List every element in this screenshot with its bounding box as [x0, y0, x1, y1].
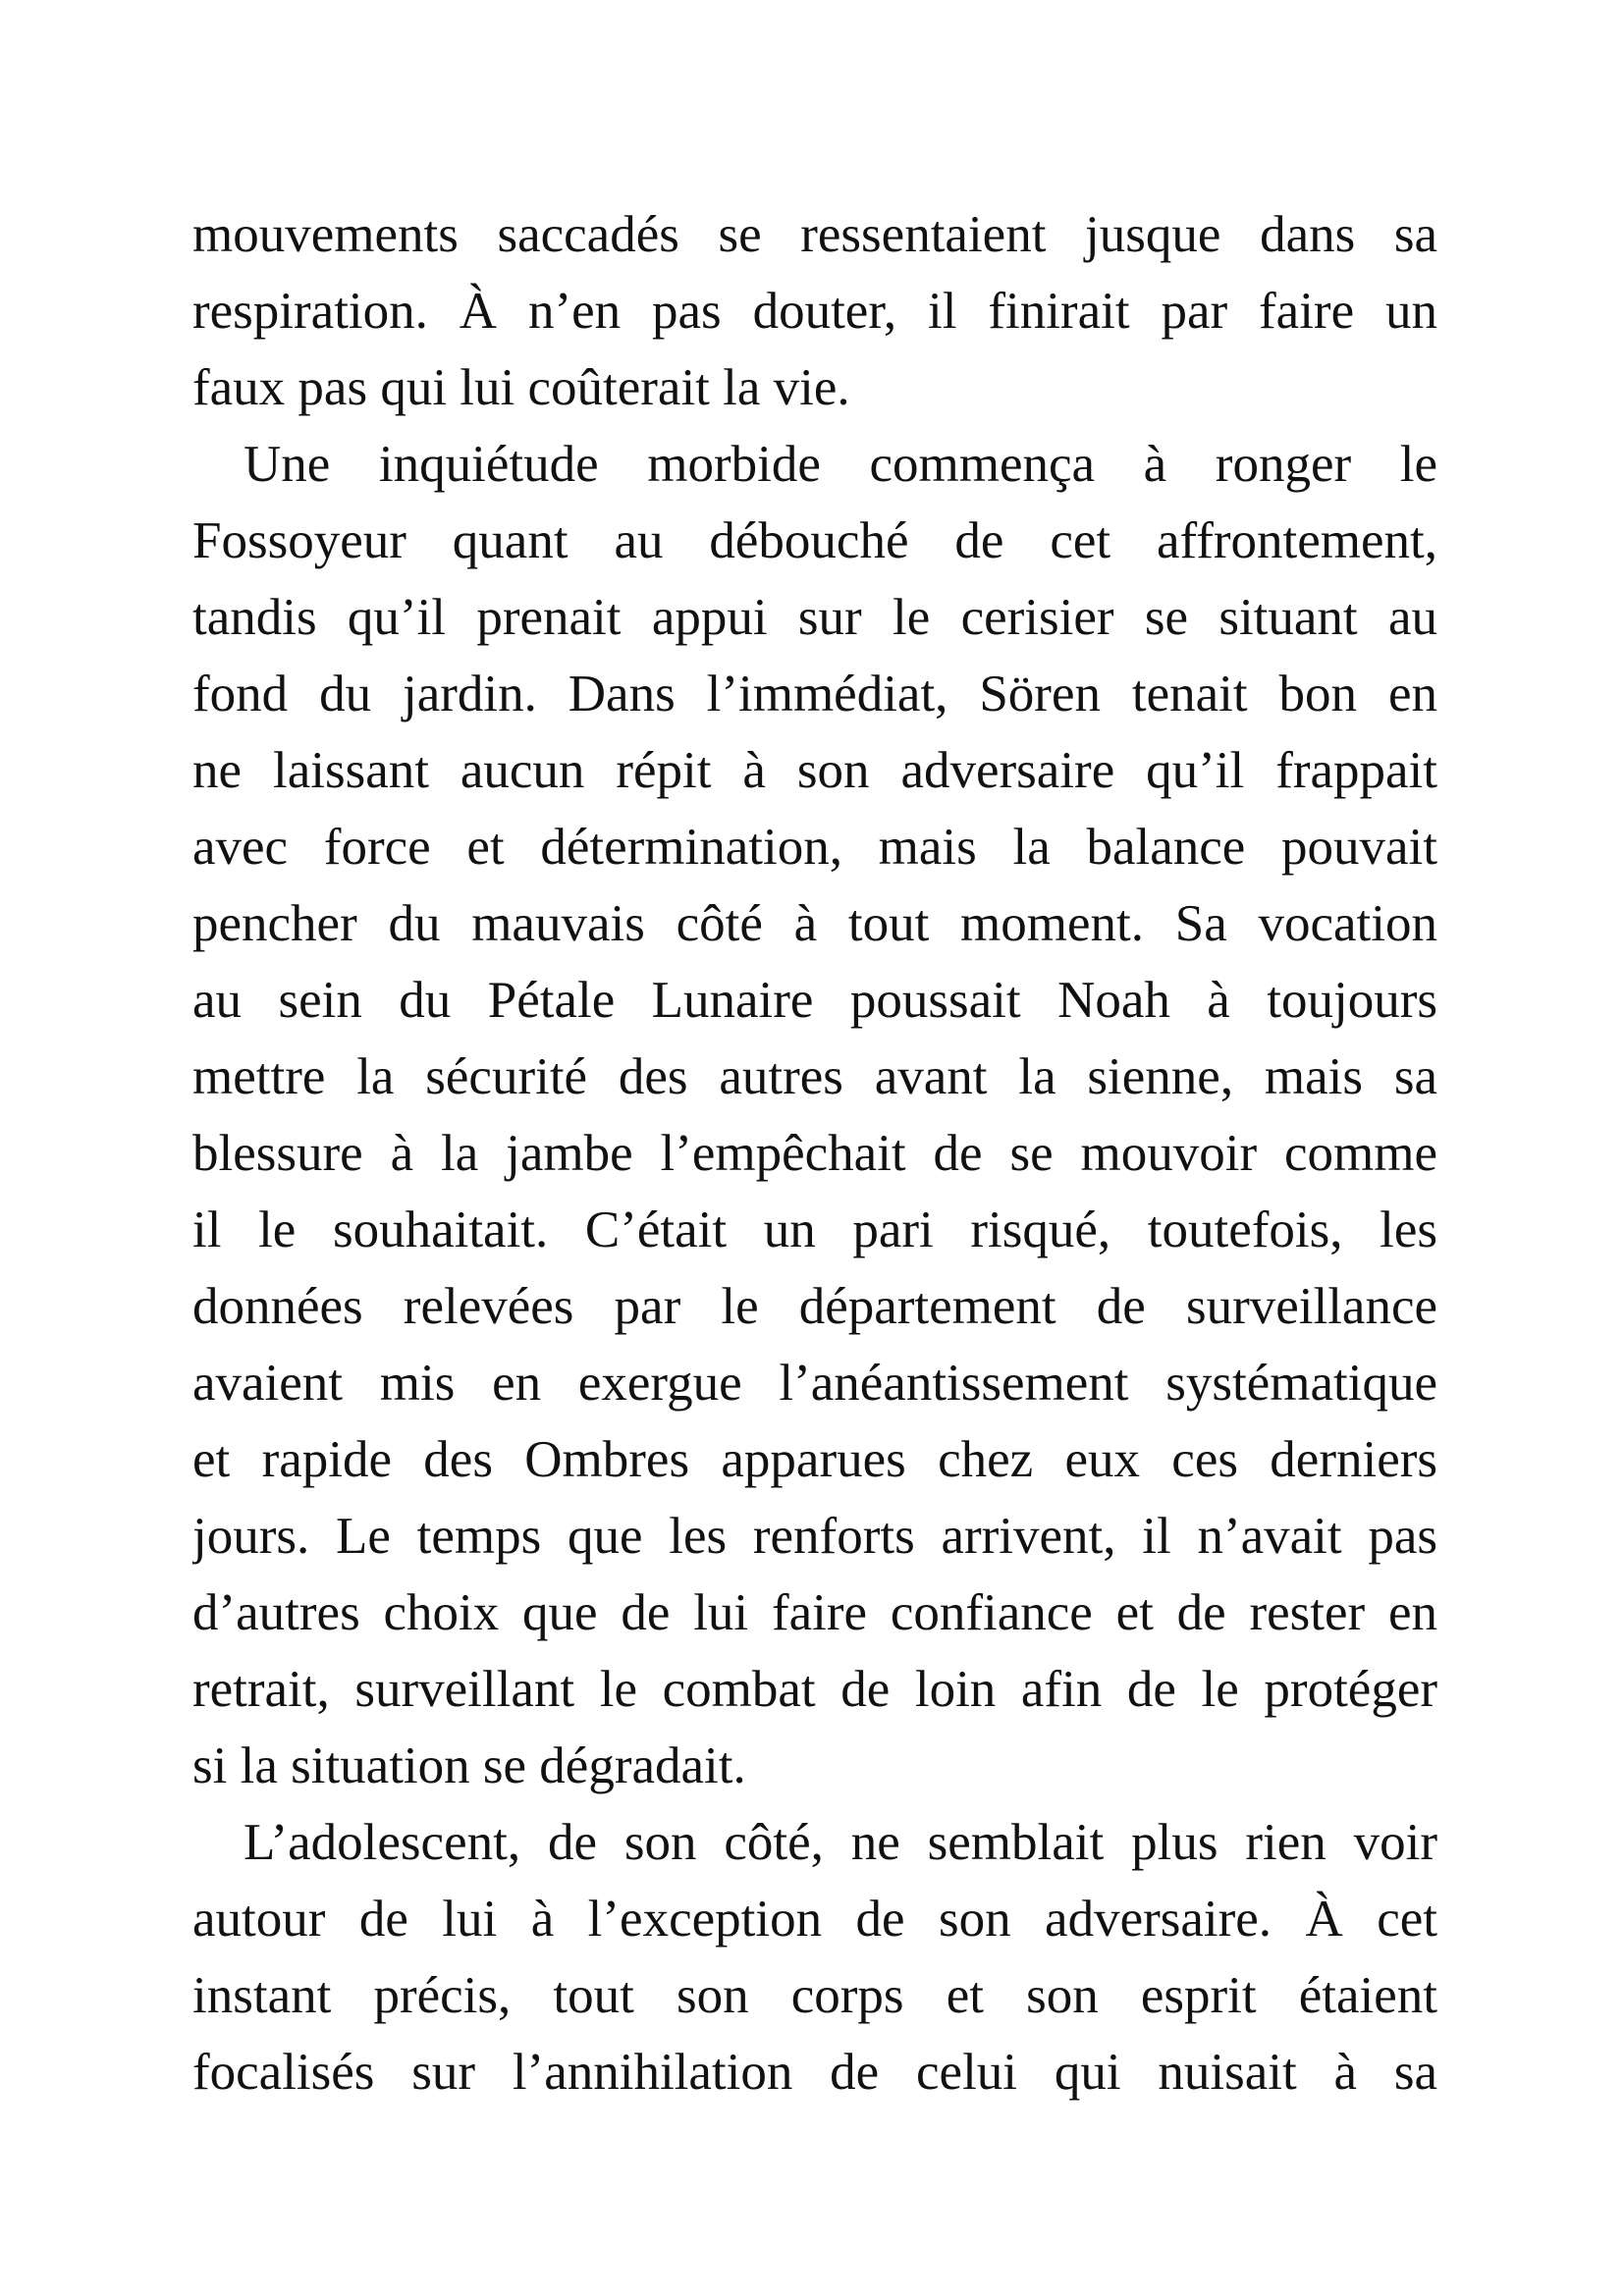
text-line: données relevées par le département de surveillance [192, 1278, 1437, 1335]
paragraph-3 [192, 1804, 1437, 2110]
text-line: il le souhaitait. C’était un pari risqué, toutefois, les [192, 1201, 1437, 1258]
text-line: blessure à la jambe l’empêchait de se mouvoir comme [192, 1125, 1437, 1182]
text-line: instant précis, tout son corps et son esprit étaient [192, 1967, 1437, 2024]
text-line: avec force et détermination, mais la balance pouvait [192, 819, 1437, 876]
text-line: respiration. À n’en pas douter, il finirait par faire un [192, 283, 1437, 340]
text-line: ne laissant aucun répit à son adversaire qu’il frappait [192, 742, 1437, 799]
text-line: autour de lui à l’exception de son adversaire. À cet [192, 1891, 1437, 1948]
text-line: jours. Le temps que les renforts arrivent, il n’avait pas [192, 1508, 1437, 1565]
text-line: L’adolescent, de son côté, ne semblait plus rien voir [244, 1814, 1437, 1871]
text-line: d’autres choix que de lui faire confiance et de rester en [192, 1584, 1437, 1641]
text-line: Fossoyeur quant au débouché de cet affrontement, [192, 512, 1437, 569]
text-line: mettre la sécurité des autres avant la sienne, mais sa [192, 1048, 1437, 1105]
text-line: mouvements saccadés se ressentaient jusque dans sa [192, 206, 1437, 263]
text-line: Une inquiétude morbide commença à ronger le [244, 436, 1437, 493]
text-line: faux pas qui lui coûterait la vie. [192, 359, 850, 416]
text-line: fond du jardin. Dans l’immédiat, Sören tenait bon en [192, 666, 1437, 722]
text-line: retrait, surveillant le combat de loin afin de le protéger [192, 1661, 1437, 1718]
text-line: tandis qu’il prenait appui sur le cerisier se situant au [192, 589, 1437, 646]
text-line: si la situation se dégradait. [192, 1737, 746, 1794]
paragraph-1 [192, 196, 1437, 426]
text-line: avaient mis en exergue l’anéantissement systématique [192, 1355, 1437, 1412]
body-text [192, 196, 1437, 2110]
text-line: focalisés sur l’annihilation de celui qui nuisait à sa [192, 2044, 1437, 2101]
text-line: pencher du mauvais côté à tout moment. Sa vocation [192, 895, 1437, 952]
text-line: au sein du Pétale Lunaire poussait Noah à toujours [192, 972, 1437, 1029]
text-line: et rapide des Ombres apparues chez eux ces derniers [192, 1431, 1437, 1488]
paragraph-2 [192, 426, 1437, 1804]
